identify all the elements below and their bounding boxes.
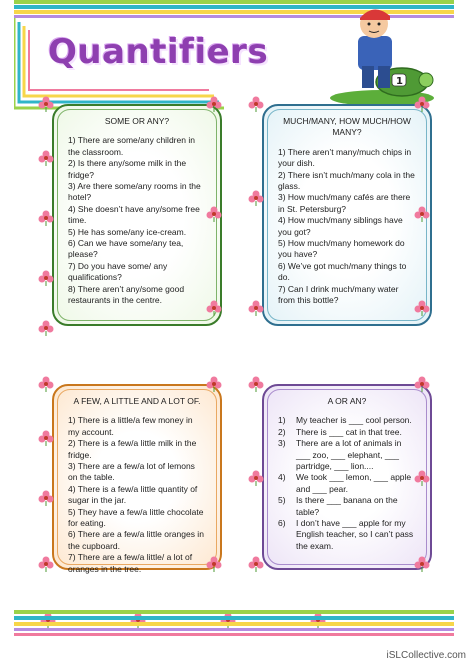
card-frame bbox=[52, 104, 222, 326]
flower-icon bbox=[38, 490, 54, 506]
list-item: 5) He has some/any ice-cream. bbox=[68, 226, 187, 237]
item-text: My teacher is ___ cool person. bbox=[296, 415, 412, 426]
list-item: 2) Is there any/some milk in the fridge? bbox=[68, 158, 187, 180]
list-item: 5) They have a few/a little chocolate for eating. bbox=[68, 506, 204, 529]
list-item: 1) There are some/any children in the classroom. bbox=[68, 135, 195, 157]
flower-icon bbox=[248, 190, 264, 206]
flower-icon bbox=[248, 376, 264, 392]
list-item: 4) There is a few/a little quantity of sugar in the jar. bbox=[68, 483, 198, 506]
list-item: 6) Can we have some/any tea, please? bbox=[68, 238, 184, 260]
flower-icon bbox=[248, 300, 264, 316]
list-item: 7) Do you have some/ any qualifications? bbox=[68, 260, 168, 283]
exercise-list bbox=[68, 415, 206, 575]
list-item: 6) There are a few/a little oranges in the cupboard. bbox=[68, 529, 204, 551]
item-text: I don’t have ___ apple for my English teacher, so I can’t pass the exam. bbox=[296, 518, 414, 551]
card-heading: A FEW, A LITTLE AND A LOT OF. bbox=[73, 396, 201, 406]
flower-icon bbox=[38, 320, 54, 336]
item-text: We took ___ lemon, ___ apple and ___ pear. bbox=[296, 472, 412, 494]
list-item bbox=[278, 472, 416, 495]
flower-icon bbox=[206, 376, 222, 392]
flower-icon bbox=[38, 210, 54, 226]
list-item: 7) There are a few/a little/ a lot of oranges in the tree. bbox=[68, 552, 193, 574]
card-heading: MUCH/MANY, HOW MUCH/HOW MANY? bbox=[283, 116, 411, 138]
flower-icon bbox=[206, 206, 222, 222]
card-frame bbox=[262, 384, 432, 570]
bottom-stripes bbox=[14, 596, 454, 646]
flower-icon bbox=[248, 556, 264, 572]
flower-icon bbox=[414, 300, 430, 316]
flower-icon bbox=[38, 96, 54, 112]
item-text: There are a lot of animals in ___ zoo, ___ elephant, ___ partridge, ___ lion.... bbox=[296, 438, 402, 472]
list-item: 8) There aren’t any/some good restaurants in the centre. bbox=[68, 283, 185, 306]
list-item bbox=[278, 495, 416, 518]
list-item bbox=[278, 427, 416, 438]
list-item: 1) There is a little/a few money in my account. bbox=[68, 415, 193, 437]
item-number: 5) bbox=[278, 495, 286, 506]
list-item: 7) Can I drink much/many water from this bottle? bbox=[278, 283, 399, 306]
card-heading: SOME OR ANY? bbox=[104, 116, 170, 126]
list-item: 2) There is a few/a little milk in the fridge. bbox=[68, 438, 197, 460]
list-item bbox=[278, 438, 416, 472]
flower-icon bbox=[414, 376, 430, 392]
flower-icon bbox=[38, 376, 54, 392]
flower-icon bbox=[38, 150, 54, 166]
flower-icon bbox=[248, 96, 264, 112]
flower-icon bbox=[414, 556, 430, 572]
item-number: 6) bbox=[278, 518, 286, 529]
flower-icon bbox=[38, 270, 54, 286]
flower-icon bbox=[38, 430, 54, 446]
flower-icon bbox=[414, 96, 430, 112]
item-text: There is ___ cat in that tree. bbox=[296, 426, 402, 437]
list-item: 6) We’ve got much/many things to do. bbox=[278, 260, 407, 283]
list-item: 3) How much/many cafés are there in St. Petersburg? bbox=[278, 192, 411, 214]
item-number: 3) bbox=[278, 438, 286, 449]
svg-text:1: 1 bbox=[396, 76, 403, 87]
list-item: 2) There isn’t much/many cola in the glass. bbox=[278, 169, 415, 192]
item-text: Is there ___ banana on the table? bbox=[296, 495, 398, 517]
item-number: 2) bbox=[278, 426, 286, 437]
flower-icon bbox=[414, 470, 430, 486]
flower-icon bbox=[206, 300, 222, 316]
list-item: 5) How much/many homework do you have? bbox=[278, 238, 405, 260]
card-heading: A OR AN? bbox=[327, 396, 367, 406]
list-item: 4) How much/many siblings have you got? bbox=[278, 215, 403, 237]
list-item: 3) There are a few/a lot of lemons on the table. bbox=[68, 461, 195, 483]
card-frame bbox=[52, 384, 222, 574]
boy-mascot bbox=[328, 2, 436, 106]
flower-icon bbox=[414, 206, 430, 222]
item-number: 1) bbox=[278, 415, 286, 426]
exercise-list bbox=[278, 147, 416, 307]
flower-icon bbox=[206, 96, 222, 112]
page-title: Quantifiers bbox=[48, 32, 269, 72]
footer-watermark: iSLCollective.com bbox=[386, 650, 466, 661]
list-item: 1) There aren’t many/much chips in your dish. bbox=[278, 146, 412, 169]
list-item: 3) Are there some/any rooms in the hotel? bbox=[68, 181, 201, 203]
list-item: 4) She doesn’t have any/some free time. bbox=[68, 203, 200, 226]
card-frame bbox=[262, 104, 432, 326]
flower-icon bbox=[206, 556, 222, 572]
item-number: 4) bbox=[278, 472, 286, 483]
list-item bbox=[278, 518, 416, 552]
flower-icon bbox=[38, 556, 54, 572]
exercise-list bbox=[68, 135, 206, 306]
flower-icon bbox=[248, 470, 264, 486]
list-item bbox=[278, 415, 416, 426]
exercise-list bbox=[278, 415, 416, 552]
